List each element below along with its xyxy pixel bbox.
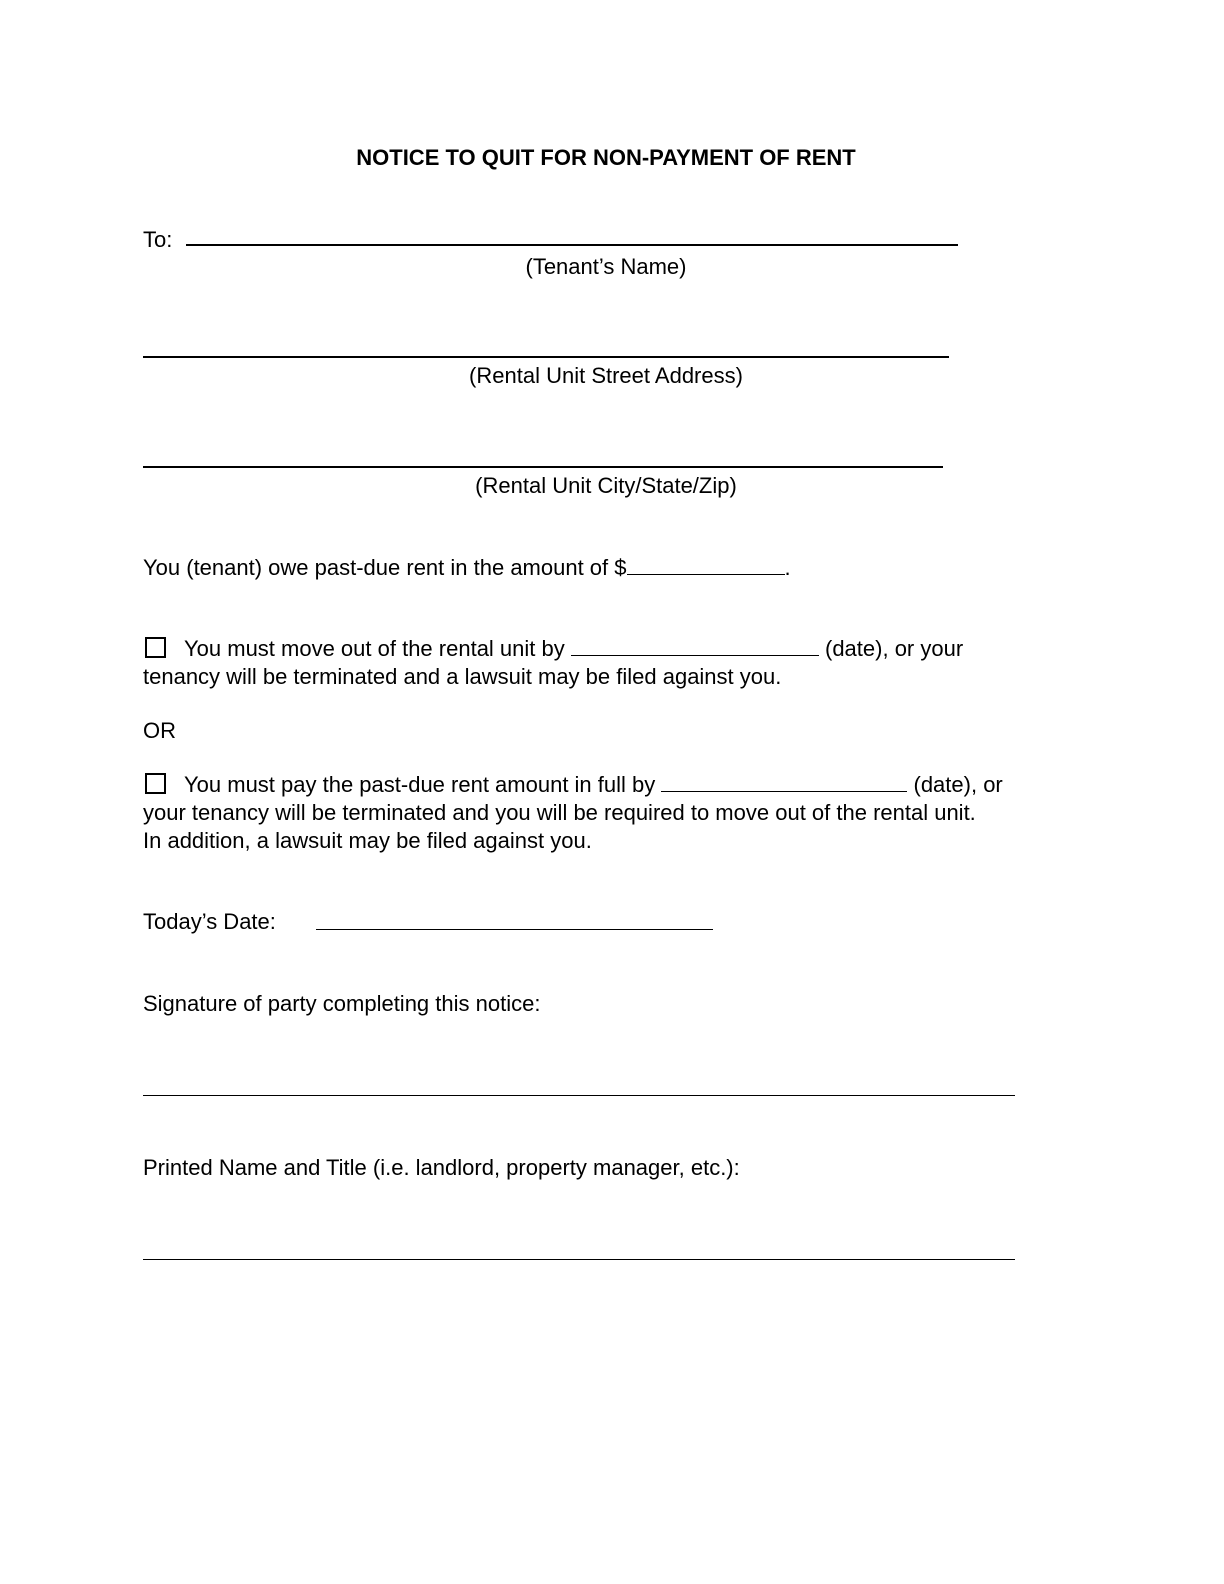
amount-owed-suffix: .: [784, 555, 791, 580]
pay-by-date-field[interactable]: [661, 773, 907, 792]
city-state-zip-field[interactable]: [143, 466, 943, 468]
signature-label: Signature of party completing this notice:: [143, 991, 541, 1016]
option2-line3: In addition, a lawsuit may be filed against you.: [143, 828, 592, 853]
option2-prefix: You must pay the past-due rent amount in full by: [184, 772, 656, 797]
option1-line1: [184, 635, 963, 663]
option2-line2: your tenancy will be terminated and you will be required to move out of the rental unit.: [143, 800, 976, 825]
or-label: OR: [143, 718, 176, 743]
street-address-caption: (Rental Unit Street Address): [469, 363, 743, 388]
document-title: NOTICE TO QUIT FOR NON-PAYMENT OF RENT: [356, 145, 856, 170]
move-out-date-field[interactable]: [571, 637, 819, 656]
todays-date-label: Today’s Date:: [143, 909, 276, 934]
pay-rent-checkbox[interactable]: [145, 773, 166, 794]
city-state-zip-caption: (Rental Unit City/State/Zip): [475, 473, 737, 498]
todays-date-field[interactable]: [316, 929, 713, 930]
option1-line2: tenancy will be terminated and a lawsuit may be filed against you.: [143, 664, 782, 689]
printed-name-label: Printed Name and Title (i.e. landlord, property manager, etc.):: [143, 1155, 740, 1180]
option2-line1: [184, 771, 1003, 799]
amount-owed-line: [143, 554, 791, 582]
amount-owed-prefix: You (tenant) owe past-due rent in the amount of $: [143, 555, 627, 580]
street-address-field[interactable]: [143, 356, 949, 358]
option2-suffix: (date), or: [913, 772, 1003, 797]
to-label: To:: [143, 227, 173, 252]
signature-field[interactable]: [143, 1095, 1015, 1096]
printed-name-field[interactable]: [143, 1259, 1015, 1260]
tenant-name-caption: (Tenant’s Name): [525, 254, 687, 279]
option1-prefix: You must move out of the rental unit by: [184, 636, 565, 661]
option1-suffix: (date), or your: [825, 636, 964, 661]
amount-owed-field[interactable]: [627, 556, 785, 575]
tenant-name-field[interactable]: [186, 244, 958, 246]
move-out-checkbox[interactable]: [145, 637, 166, 658]
